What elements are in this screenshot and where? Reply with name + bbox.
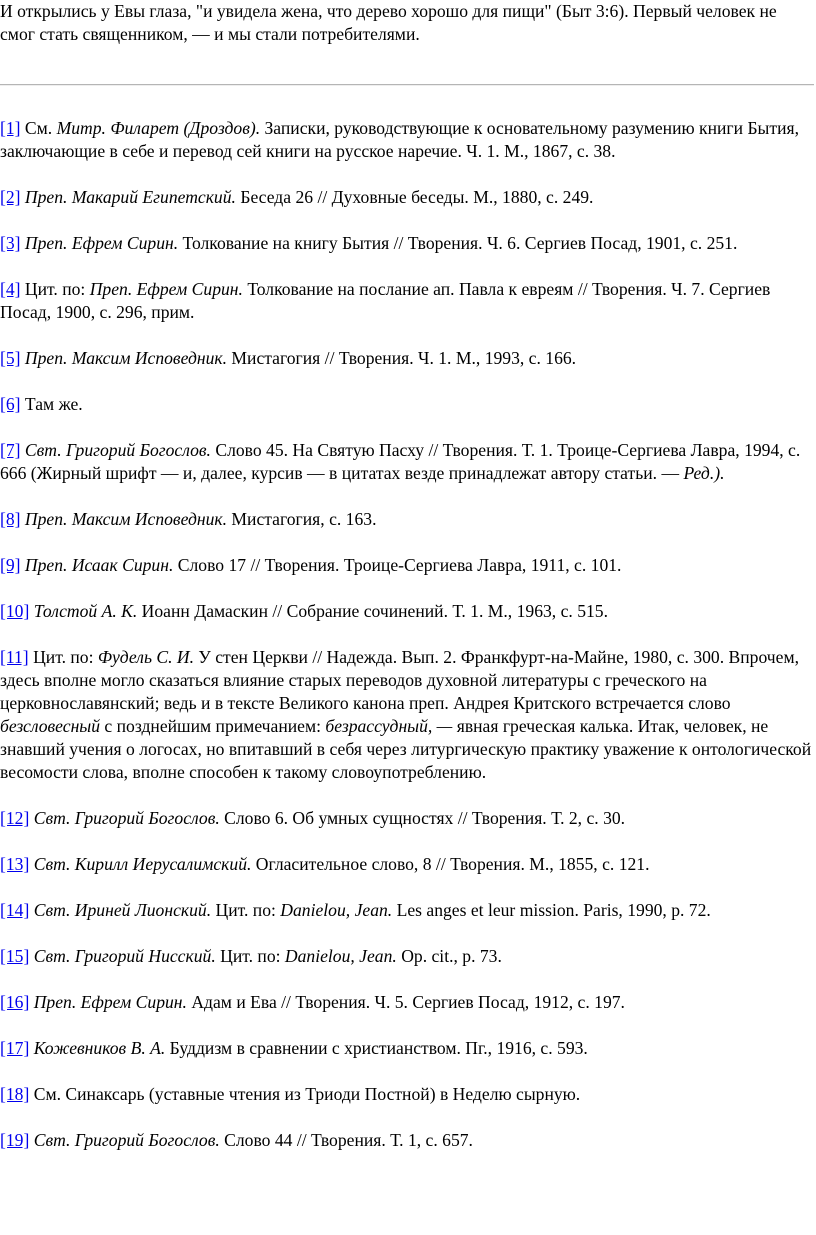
footnote-text: Беседа 26 // Духовные беседы. М., 1880, с. 249. [235, 187, 594, 207]
footnote-italic-text: Фудель С. И. [97, 647, 194, 667]
footnote-item [0, 439, 812, 485]
footnote-italic-text: Толстой А. К. [33, 601, 138, 621]
footnote-text: с позднейшим примечанием: [100, 716, 326, 736]
footnote-italic-text: Свт. Григорий Богослов. [24, 440, 211, 460]
footnotes-list [0, 117, 812, 1175]
footnote-italic-text: Преп. Максим Исповедник. [24, 348, 227, 368]
footnote-italic-text: Митр. Филарет (Дроздов). [56, 118, 261, 138]
footnote-text: Записки, руководствующие к основательному разумению книги Бытия, заключающие в себе и перевод сей книги на русское наречие. Ч. 1. М., 1867, с. 38. [0, 118, 799, 161]
footnote-item [0, 853, 812, 876]
footnote-italic-text: Преп. Ефрем Сирин. [24, 233, 179, 253]
footnote-italic-text: Преп. Исаак Сирин. [24, 555, 174, 575]
footnote-text: См. [24, 118, 57, 138]
footnote-item [0, 945, 812, 968]
footnote-ref-link[interactable]: [10] [0, 601, 30, 621]
footnote-text: Слово 44 // Творения. Т. 1, с. 657. [219, 1130, 473, 1150]
footnote-italic-text: безрассудный, — [325, 716, 453, 736]
footnote-item [0, 232, 812, 255]
footnote-ref-link[interactable]: [1] [0, 118, 21, 138]
footnote-italic-text: Преп. Максим Исповедник. [24, 509, 227, 529]
footnote-text: Там же. [24, 394, 83, 414]
footnote-italic-text: Преп. Ефрем Сирин. [89, 279, 243, 299]
footnote-ref-link[interactable]: [16] [0, 992, 30, 1012]
footnote-text: Слово 17 // Творения. Троице-Сергиева Лавра, 1911, с. 101. [173, 555, 622, 575]
footnote-italic-text: безсловесный [0, 716, 101, 736]
footnote-ref-link[interactable]: [9] [0, 555, 21, 575]
footnote-item [0, 646, 812, 784]
footnote-item [0, 1083, 812, 1106]
footnote-italic-text: Преп. Ефрем Сирин. [33, 992, 187, 1012]
footnote-text: У стен Церкви // Надежда. Вып. 2. Франкфурт-на-Майне, 1980, с. 300. Впрочем, здесь вполне могло сказаться влияние старых переводов духовной литературы с греческого на церковнославянский; ведь и в тексте Великого канона преп. Андрея Критского встречается слово [0, 647, 799, 713]
footnote-ref-link[interactable]: [14] [0, 900, 30, 920]
footnote-text: Мистагогия // Творения. Ч. 1. М., 1993, с. 166. [227, 348, 577, 368]
footnote-item [0, 899, 812, 922]
footnote-ref-link[interactable]: [11] [0, 647, 29, 667]
footnote-ref-link[interactable]: [4] [0, 279, 21, 299]
footnote-italic-text: Преп. Макарий Египетский. [24, 187, 236, 207]
footnote-item [0, 393, 812, 416]
footnote-item [0, 347, 812, 370]
footnote-separator [0, 84, 814, 86]
footnote-text: Цит. по: [215, 946, 285, 966]
footnote-item [0, 1037, 812, 1060]
footnote-text: Толкование на книгу Бытия // Творения. Ч. 6. Сергиев Посад, 1901, с. 251. [178, 233, 738, 253]
footnote-text: Les anges et leur mission. Paris, 1990, p. 72. [392, 900, 711, 920]
footnote-text: Мистагогия, с. 163. [227, 509, 377, 529]
footnote-italic-text: Свт. Кирилл Иерусалимский. [33, 854, 252, 874]
footnote-text: См. Синаксарь (уставные чтения из Триоди Постной) в Неделю сырную. [33, 1084, 581, 1104]
footnote-text: Огласительное слово, 8 // Творения. М., 1855, с. 121. [251, 854, 650, 874]
footnote-ref-link[interactable]: [8] [0, 509, 21, 529]
footnote-italic-text: Свт. Григорий Богослов. [33, 808, 220, 828]
footnote-text: Цит. по: [24, 279, 90, 299]
footnote-italic-text: Danielou, Jean. [284, 946, 397, 966]
footnote-ref-link[interactable]: [13] [0, 854, 30, 874]
footnote-text: Адам и Ева // Творения. Ч. 5. Сергиев Посад, 1912, с. 197. [186, 992, 625, 1012]
footnote-item [0, 117, 812, 163]
footnote-text: Цит. по: [211, 900, 281, 920]
footnote-italic-text: Ред.). [683, 463, 725, 483]
footnote-item [0, 807, 812, 830]
footnote-text: Буддизм в сравнении с христианством. Пг., 1916, с. 593. [165, 1038, 588, 1058]
footnote-ref-link[interactable]: [19] [0, 1130, 30, 1150]
footnote-ref-link[interactable]: [2] [0, 187, 21, 207]
footnote-italic-text: Свт. Григорий Нисский. [33, 946, 216, 966]
footnote-ref-link[interactable]: [15] [0, 946, 30, 966]
footnote-text: Op. cit., p. 73. [396, 946, 502, 966]
footnote-text: Иоанн Дамаскин // Собрание сочинений. Т. 1. М., 1963, с. 515. [137, 601, 608, 621]
footnote-ref-link[interactable]: [18] [0, 1084, 30, 1104]
footnote-italic-text: Свт. Ириней Лионский. [33, 900, 212, 920]
footnote-item [0, 554, 812, 577]
footnote-text: Цит. по: [33, 647, 98, 667]
footnote-italic-text: Danielou, Jean. [280, 900, 393, 920]
footnote-ref-link[interactable]: [17] [0, 1038, 30, 1058]
footnote-item [0, 600, 812, 623]
footnote-item [0, 186, 812, 209]
footnote-text: Слово 45. На Святую Пасху // Творения. Т. 1. Троице-Сергиева Лавра, 1994, с. 666 (Жирный шрифт — и, далее, курсив — в цитатах везде принадлежат автору статьи. — [0, 440, 801, 483]
footnote-text: явная греческая калька. Итак, человек, не знавший учения о логосах, но впитавший в себя через литургическую практику уважение к онтологической весомости слова, вполне способен к такому словоупотреблению. [0, 716, 812, 782]
footnote-item [0, 508, 812, 531]
footnote-ref-link[interactable]: [12] [0, 808, 30, 828]
footnote-text: Толкование на послание ап. Павла к евреям // Творения. Ч. 7. Сергиев Посад, 1900, с. 296, прим. [0, 279, 771, 322]
footnote-item [0, 991, 812, 1014]
footnote-item [0, 278, 812, 324]
footnote-italic-text: Свт. Григорий Богослов. [33, 1130, 220, 1150]
footnote-text: Слово 6. Об умных сущностях // Творения. Т. 2, с. 30. [219, 808, 626, 828]
footnote-ref-link[interactable]: [3] [0, 233, 21, 253]
footnote-ref-link[interactable]: [5] [0, 348, 21, 368]
footnote-ref-link[interactable]: [6] [0, 394, 21, 414]
footnote-italic-text: Кожевников В. А. [33, 1038, 166, 1058]
footnote-item [0, 1129, 812, 1152]
intro-paragraph: И открылись у Евы глаза, "и увидела жена, что дерево хорошо для пищи" (Быт 3:6). Первый человек не смог стать священником, — и мы стали потребителями. [0, 1, 777, 44]
footnote-ref-link[interactable]: [7] [0, 440, 21, 460]
